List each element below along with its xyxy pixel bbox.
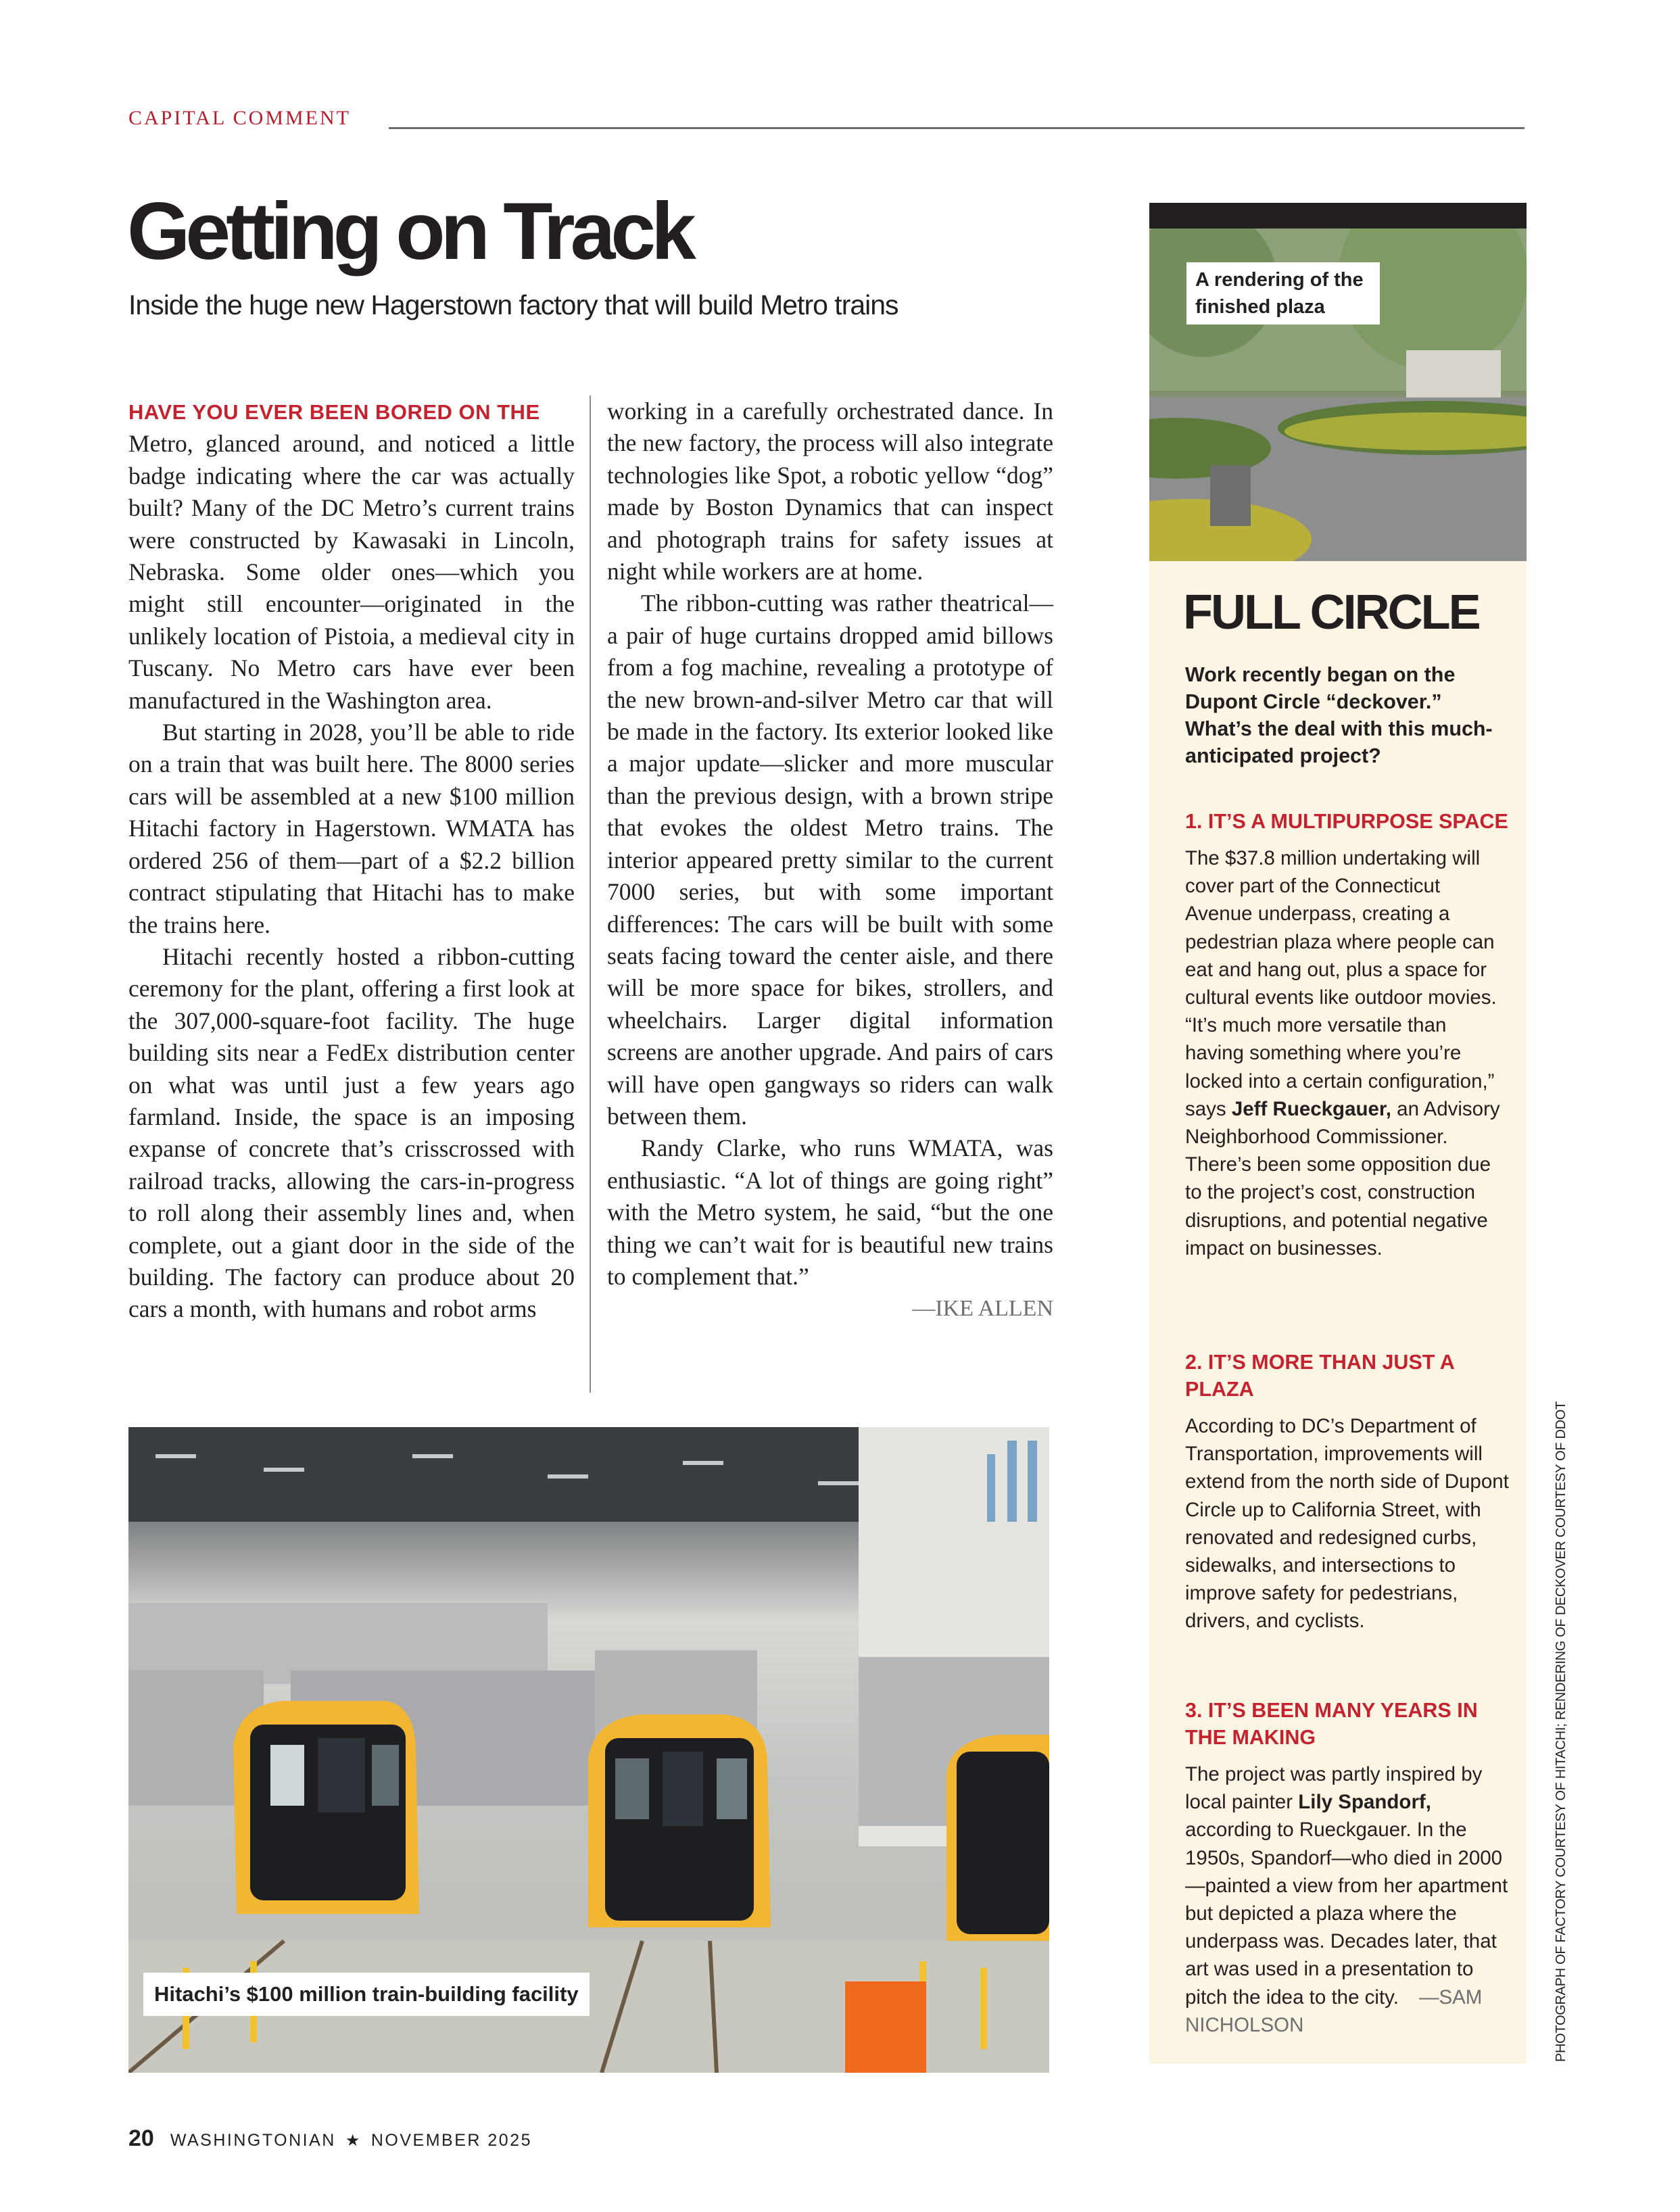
- sidebar-section-3: 3. IT’S BEEN MANY YEARS IN THE MAKING The project was partly inspired by local painter Lily Spandorf, according to Rueckgauer. In the 1950s, Spandorf—who died in 2000—painted a view from her apartment but depicted a plaza where the underpass was. Decades later, that art was used in a presentation to pitch the idea to the city. —SAM NICHOLSON: [1185, 1697, 1510, 2039]
- sidebar-intro: Work recently began on the Dupont Circle “deckover.” What’s the deal with this much-anticipated project?: [1185, 663, 1493, 767]
- sidebar-byline: —SAM NICHOLSON: [1185, 1986, 1483, 2036]
- page-number: 20: [128, 2125, 154, 2151]
- column-divider: [590, 395, 591, 1393]
- dek: Inside the huge new Hagerstown factory that will build Metro trains: [128, 289, 898, 320]
- factory-photo: [128, 1427, 1049, 2073]
- headline: Getting on Track: [127, 186, 692, 276]
- paragraph-5: Randy Clarke, who runs WMATA, was enthusiastic. “A lot of things are going right” with the Metro system, he said, “but the one thing we can’t wait for is beautiful new trains to complement that.”: [607, 1134, 1053, 1290]
- paragraph-1: Metro, glanced around, and noticed a little badge indicating where the car was actually built? Many of the DC Metro’s current trains were constructed by Kawasaki in Lincoln, Nebraska. Some older ones—which you might still encounter—originated in the unlikely location of Pistoia, a medieval city in Tuscany. No Metro cars have ever been manufactured in the Washington area.: [128, 430, 575, 714]
- issue-date: NOVEMBER 2025: [370, 2131, 532, 2150]
- photo-credit: PHOTOGRAPH OF FACTORY COURTESY OF HITACHI; RENDERING OF DECKOVER COURTESY OF DDOT: [1554, 1401, 1568, 2062]
- byline: —IKE ALLEN: [912, 1296, 1053, 1322]
- paragraph-3: Hitachi recently hosted a ribbon-cutting ceremony for the plant, offering a first look at the 307,000-square-foot facility. The huge building sits near a FedEx distribution center on what was until just a few years ago farmland. Inside, the space is an imposing expanse of concrete that’s crisscrossed with railroad tracks, allowing the cars-in-progress to roll along their assembly lines and, when complete, out a giant door in the side of the building. The factory can produce about 20 cars a month, with humans and robot arms: [128, 942, 575, 1323]
- folio: [128, 2125, 532, 2152]
- section-kicker: CAPITAL COMMENT: [128, 107, 351, 129]
- article-column-2: [607, 395, 1053, 1325]
- plaza-photo-caption: A rendering of the finished plaza: [1186, 262, 1380, 324]
- star-icon: ★: [345, 2132, 362, 2150]
- sidebar-section-2-heading: 2. IT’S MORE THAN JUST A PLAZA: [1185, 1351, 1454, 1401]
- person-name: Lily Spandorf,: [1298, 1791, 1431, 1814]
- paragraph-2: But starting in 2028, you’ll be able to ride on a train that was built here. The 8000 series cars will be assembled at a new $100 million Hitachi factory in Hagerstown. WMATA has ordered 256 of them—part of a $2.2 billion contract stipulating that Hitachi has to make the trains here.: [128, 719, 575, 938]
- article-column-1: [128, 395, 575, 1326]
- sidebar-section-1: 1. IT’S A MULTIPURPOSE SPACE The $37.8 million undertaking will cover part of the Connecticut Avenue underpass, creating a pedestrian plaza where people can eat and hang out, plus a space for cultural events like outdoor movies. “It’s much more versatile than having something where you’re locked into a certain configuration,” says Jeff Rueckgauer, an Advisory Neighborhood Commissioner. There’s been some opposition due to the project’s cost, construction disruptions, and potential negative impact on businesses.: [1185, 808, 1510, 1262]
- factory-photo-caption: Hitachi’s $100 million train-building facility: [143, 1973, 590, 2016]
- paragraph-4: The ribbon-cutting was rather theatrical—a pair of huge curtains dropped amid billows from a fog machine, revealing a prototype of the new brown-and-silver Metro car that will be made in the factory. Its exterior looked like a major update—slicker and more muscular than the previous design, with a brown stripe that evokes the oldest Metro trains. The interior appeared pretty similar to the current 7000 series, but with some important differences: The cars will be built with some seats facing toward the center aisle, and there will be more space for bikes, strollers, and wheelchairs. Larger digital information screens are another upgrade. And pairs of cars will have open gangways so riders can walk between them.: [607, 590, 1053, 1130]
- sidebar-top-bar: [1149, 203, 1527, 229]
- person-name: Jeff Rueckgauer,: [1231, 1097, 1391, 1120]
- sidebar-section-3-heading: 3. IT’S BEEN MANY YEARS IN THE MAKING: [1185, 1699, 1478, 1749]
- kicker-rule: [389, 127, 1525, 129]
- sidebar-section-2: 2. IT’S MORE THAN JUST A PLAZA According to DC’s Department of Transportation, improvements will extend from the north side of Dupont Circle up to California Street, with renovated and redesigned curbs, sidewalks, and intersections to improve safety for pedestrians, drivers, and cyclists.: [1185, 1349, 1510, 1635]
- publication-name: WASHINGTONIAN: [170, 2131, 336, 2150]
- sidebar-title: FULL CIRCLE: [1183, 585, 1479, 640]
- lead-in: HAVE YOU EVER BEEN BORED ON THE: [128, 400, 540, 424]
- paragraph-3-continued: working in a carefully orchestrated dance. In the new factory, the process will also integrate technologies like Spot, a robotic yellow “dog” made by Boston Dynamics that can inspect and photograph trains for safety issues at night while workers are at home.: [607, 398, 1053, 585]
- sidebar-section-1-heading: 1. IT’S A MULTIPURPOSE SPACE: [1185, 810, 1508, 833]
